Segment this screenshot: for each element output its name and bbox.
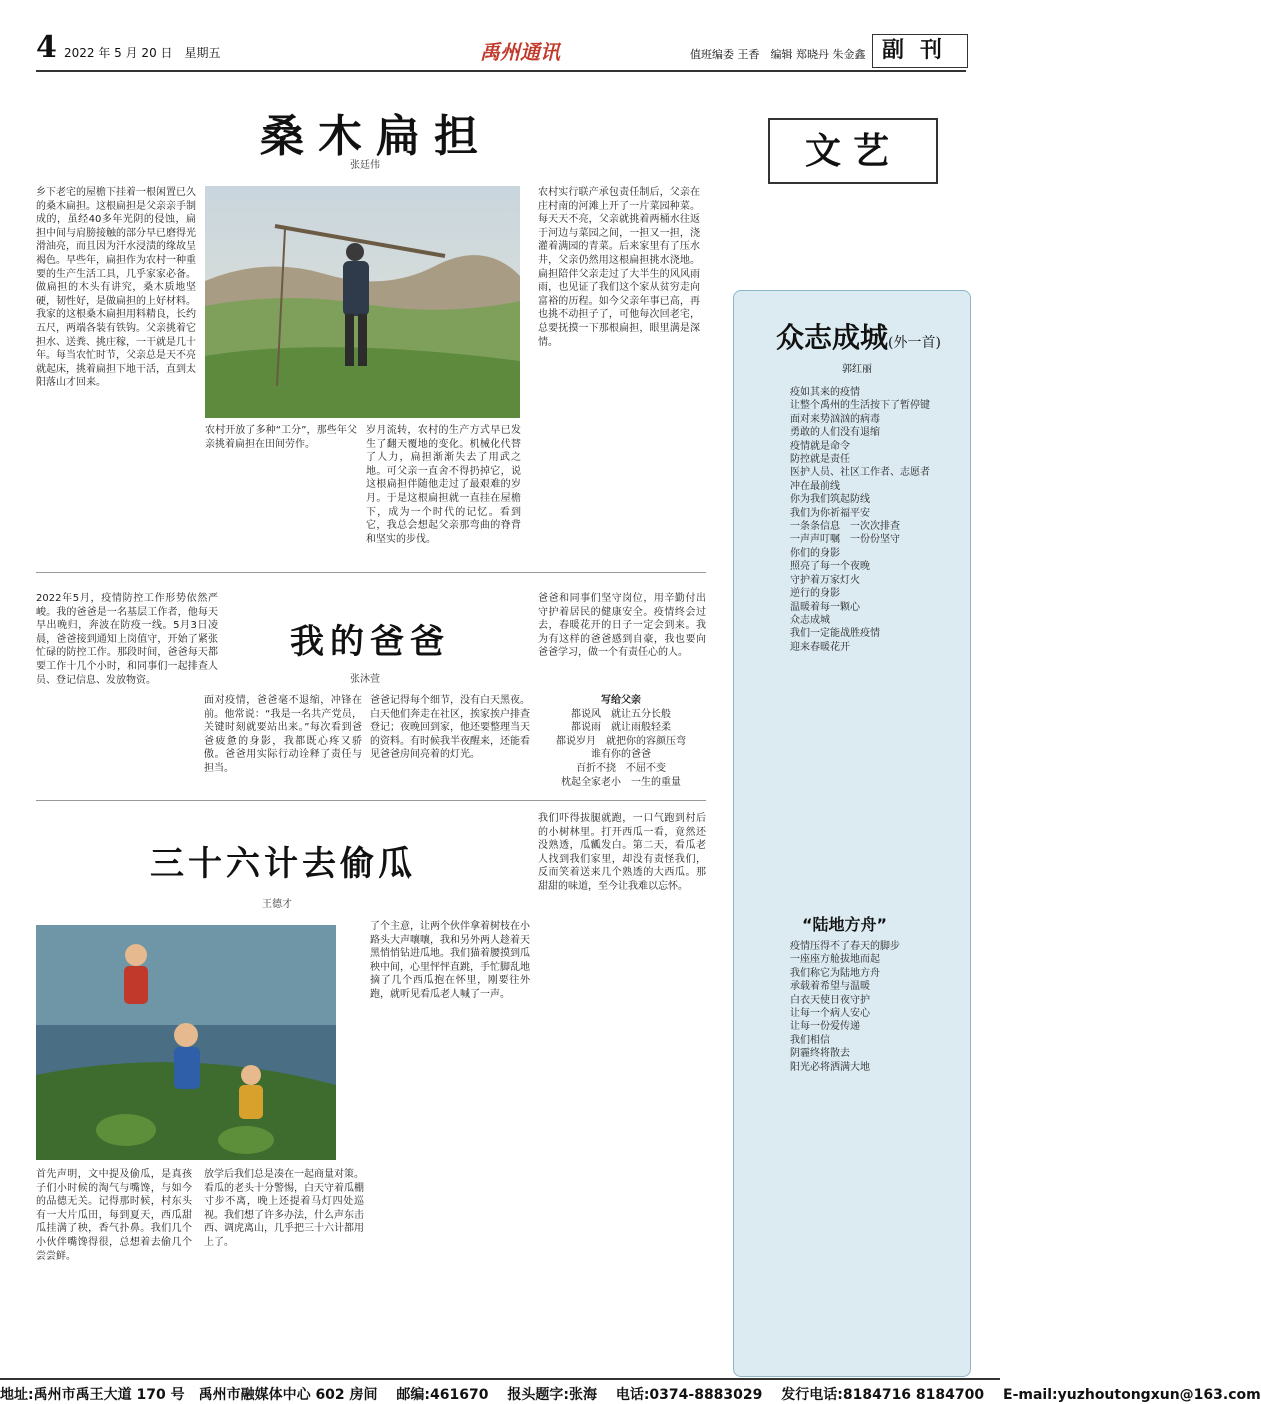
poem-line: 阳光必将洒满大地 — [790, 1061, 870, 1073]
article2-author: 张沐萱 — [350, 674, 380, 685]
poem-line: 疫情就是命令 — [790, 440, 850, 452]
wenyi-section-label: 文艺 — [768, 118, 938, 184]
letter-line: 百折不挠 不屈不变 — [576, 762, 666, 774]
photo1-caption: 农村开放了多种“工分”，那些年父亲挑着扁担在田间劳作。 — [205, 425, 357, 450]
page-number: 4 — [36, 30, 57, 65]
letter-line: 枕起全家老小 一生的重量 — [561, 776, 681, 788]
poem-line: 守护着万家灯火 — [790, 574, 860, 586]
poem-line: 防控就是责任 — [790, 454, 850, 466]
poem-line: 你为我们筑起防线 — [790, 494, 870, 506]
poem-line: 面对来势汹汹的病毒 — [790, 413, 880, 425]
poem-title-text: 众志成城 — [776, 321, 889, 354]
section-divider-1 — [36, 572, 706, 573]
article3-column-4: 我们吓得拔腿就跑，一口气跑到村后的小树林里。打开西瓜一看，竟然还没熟透，瓜瓤发白。第二天，看瓜老人找到我们家里，却没有责怪我们，反而笑着送来几个熟透的大西瓜。那甜甜的味道，至今让我难以忘怀。 — [538, 813, 706, 892]
poem-line: 我们称它为陆地方舟 — [790, 967, 880, 979]
article3-column-3: 了个主意，让两个伙伴拿着树枝在小路头大声嚷嚷，我和另外两人趁着天黑悄悄钻进瓜地。我们猫着腰摸到瓜秧中间，心里怦怦直跳，手忙脚乱地摘了几个西瓜抱在怀里，刚要往外跑，就听见看瓜老人喊了一声。 — [370, 921, 530, 1000]
article1-title: 桑木扁担 — [260, 111, 492, 162]
poem-line: 我们为你祈福平安 — [790, 507, 870, 519]
letter-to-father-poem — [536, 694, 706, 789]
poem-line: 我们相信 — [790, 1034, 830, 1046]
footer-phone: 电话:0374-8883029 — [615, 1387, 763, 1403]
article2-column-3: 爸爸记得每个细节，没有白天黑夜。白天他们奔走在社区，挨家挨户排查登记；夜晚回到家，他还要整理当天的资料。有时候我半夜醒来，还能看见爸爸房间亮着的灯光。 — [370, 695, 530, 761]
poem-line: 温暖着每一颗心 — [790, 601, 860, 613]
article1-column-4: 农村实行联产承包责任制后，父亲在庄村南的河滩上开了一片菜园种菜。每天天不亮，父亲就挑着两桶水往返于河边与菜园之间，一担又一担，浇灌着满园的青菜。后来家里有了压水井，父亲仍然用这根扁担挑水浇地。扁担陪伴父亲走过了大半生的风风雨雨，也见证了我们这个家从贫穷走向富裕的历程。如今父亲年事已高，再也挑不动担子了，可他每次回老宅，总要抚摸一下那根扁担，眼里满是深情。 — [538, 187, 700, 348]
footer-address: 地址:禹州市禹王大道 170 号 禹州市融媒体中心 602 房间 — [0, 1387, 378, 1403]
letter-line: 谁有你的爸爸 — [591, 749, 651, 761]
poem-line: 逆行的身影 — [790, 588, 840, 600]
poem-line: 医护人员、社区工作者、志愿者 — [790, 467, 930, 479]
article2-column-4: 爸爸和同事们坚守岗位，用辛勤付出守护着居民的健康安全。疫情终会过去，春暖花开的日子一定会到来。我为有这样的爸爸感到自豪，我也要向爸爸学习，做一个有责任心的人。 — [538, 593, 706, 659]
footer-email: E-mail:yuzhoutongxun@163.com — [1003, 1387, 1261, 1403]
farmer-with-pole-photo — [205, 186, 520, 418]
article2-column-2: 面对疫情，爸爸毫不退缩，冲锋在前。他常说：“我是一名共产党员，关键时刻就要站出来。”每次看到爸爸疲惫的身影，我都既心疼又骄傲。爸爸用实际行动诠释了责任与担当。 — [204, 695, 362, 774]
footer-info — [0, 1384, 1261, 1404]
article3-column-2: 放学后我们总是凑在一起商量对策。看瓜的老头十分警惕，白天守着瓜棚寸步不离，晚上还提着马灯四处巡视。我们想了许多办法，什么声东击西、调虎离山，几乎把三十六计都用上了。 — [204, 1169, 364, 1248]
footer-report: 报头题字:张海 — [507, 1387, 597, 1403]
footer-dist: 发行电话:8184716 8184700 — [781, 1387, 985, 1403]
article3-author: 王德才 — [262, 899, 292, 910]
poem-line: 一座座方舱拔地而起 — [790, 954, 880, 966]
poem-line: 勇敢的人们没有退缩 — [790, 427, 880, 439]
poem-line: 白衣天使日夜守护 — [790, 994, 870, 1006]
article2-column-1: 2022年5月，疫情防控工作形势依然严峻。我的爸爸是一名基层工作者，他每天早出晚归，奔波在防疫一线。5月3日凌晨，爸爸接到通知上岗值守，开始了紧张忙碌的防控工作。那段时间，爸爸每天都要工作十几个小时，和同事们一起排查人员、登记信息、发放物资。 — [36, 593, 218, 686]
article3-column-1: 首先声明，文中提及偷瓜，是真孩子们小时候的淘气与嘴馋，与如今的品德无关。记得那时候，村东头有一大片瓜田，每到夏天，西瓜甜瓜挂满了秧，香气扑鼻。我们几个小伙伴嘴馋得很，总想着去偷几个尝尝鲜。 — [36, 1169, 192, 1262]
poem-line: 一声声叮嘱 一份份坚守 — [790, 534, 900, 546]
poem-line: 让每一份爱传递 — [790, 1021, 860, 1033]
poem-line: 众志成城 — [790, 614, 830, 626]
poem-line: 疫情压得不了春天的脚步 — [790, 941, 900, 952]
poem-line: 迎来春暖花开 — [790, 641, 850, 653]
poem-line: 疫如其来的疫情 — [790, 387, 860, 398]
poem-1-body — [790, 386, 960, 654]
poem-line: 冲在最前线 — [790, 480, 840, 492]
poem-subtitle: (外一首) — [888, 335, 941, 351]
sidebar-poem-author: 郭红丽 — [842, 364, 872, 375]
footer-postcode: 邮编:461670 — [396, 1387, 489, 1403]
poem-line: 你们的身影 — [790, 547, 840, 559]
letter-line: 都说雨 就让雨般轻柔 — [571, 722, 671, 734]
article1-column-2: 岁月流转，农村的生产方式早已发生了翻天覆地的变化。机械化代替了人力，扁担渐渐失去了用武之地。可父亲一直舍不得扔掉它，说这根扁担伴随他走过了最艰难的岁月。于是这根扁担就一直挂在屋檐下，成为一个时代的记忆。看到它，我总会想起父亲那弯曲的脊背和坚实的步伐。 — [366, 425, 521, 545]
section-tab: 副刊 — [872, 34, 968, 68]
poem-line: 让整个禹州的生活按下了暂停键 — [790, 400, 930, 412]
masthead-logo: 禹州通讯 — [480, 40, 560, 64]
letter-heading: 写给父亲 — [601, 695, 641, 706]
poem-line: 一条条信息 一次次排查 — [790, 521, 900, 533]
header-divider — [36, 70, 966, 72]
letter-line: 都说风 就让五分长般 — [571, 708, 671, 720]
children-stealing-melons-painting — [36, 925, 336, 1160]
section-divider-2 — [36, 800, 706, 801]
letter-line: 都说岁月 就把你的容颜压弯 — [556, 735, 686, 747]
issue-date: 2022 年 5 月 20 日 星期五 — [64, 46, 221, 60]
article2-title: 我的爸爸 — [290, 622, 450, 662]
article1-column-1: 乡下老宅的屋檐下挂着一根闲置已久的桑木扁担。这根扁担是父亲亲手制成的，虽经40多年光阴的侵蚀，扁担中间与肩膀接触的部分早已磨得光滑油亮，而且因为汗水浸渍的缘故呈褐色。早些年，扁担作为农村一种重要的生产生活工具，几乎家家必备。做扁担的木头有讲究，桑木质地坚硬，韧性好，是做扁担的上好材料。我家的这根桑木扁担用料精良，长约五尺，两端各装有铁钩。父亲挑着它担水、送粪、挑庄稼，一干就是几十年。每当农忙时节，父亲总是天不亮就起床，挑着扁担下地干活，直到太阳落山才回来。 — [36, 187, 196, 389]
poem-line: 照亮了每一个夜晚 — [790, 561, 870, 573]
poem-line: 承载着希望与温暖 — [790, 981, 870, 993]
poem-2-body — [790, 940, 960, 1074]
article3-title: 三十六计去偷瓜 — [150, 844, 416, 884]
poem-line: 阴霾终将散去 — [790, 1048, 850, 1060]
sidebar-poem-2-title: “陆地方舟” — [802, 915, 888, 934]
poem-line: 让每一个病人安心 — [790, 1008, 870, 1020]
footer-divider — [0, 1378, 1000, 1380]
poem-line: 我们一定能战胜疫情 — [790, 628, 880, 640]
article1-author: 张廷伟 — [350, 160, 380, 171]
sidebar-poem-title — [776, 316, 941, 356]
editor-credits: 值班编委 王香 编辑 郑晓丹 朱金鑫 — [690, 48, 866, 61]
